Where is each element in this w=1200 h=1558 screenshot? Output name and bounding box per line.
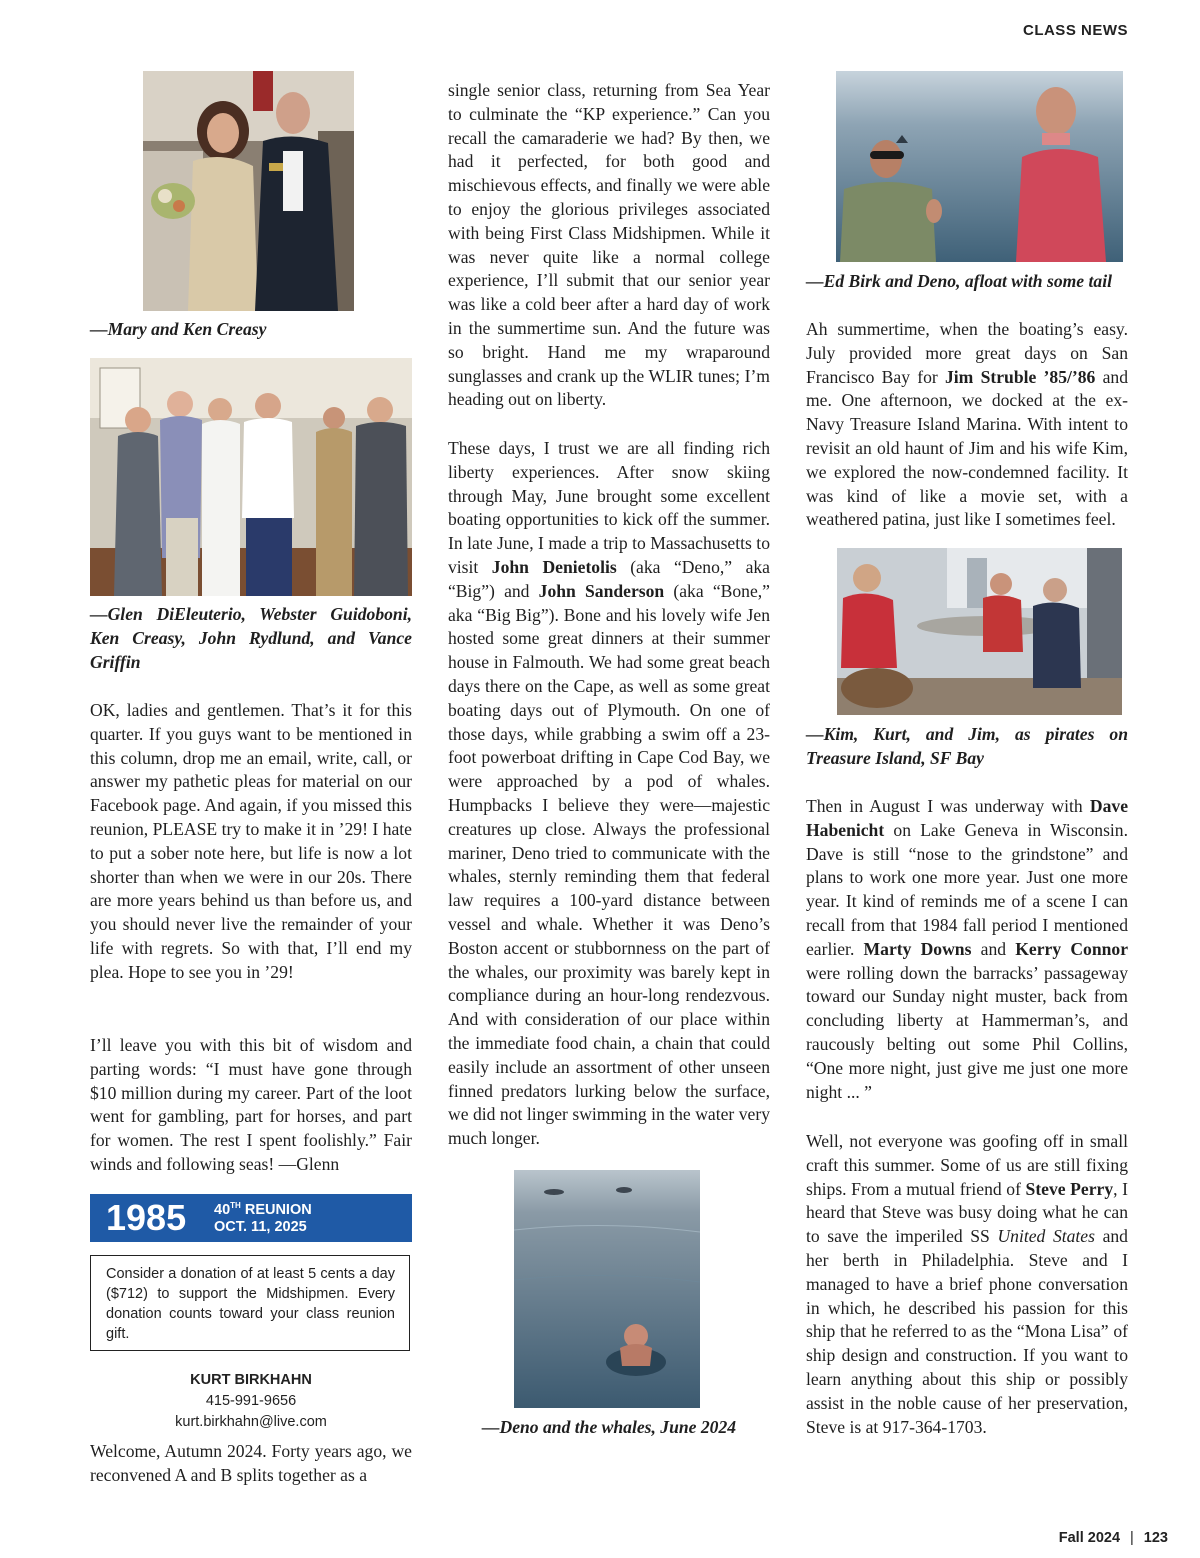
caption-group: —Glen DiEleuterio, Webster Guidoboni, Ken Creasy, John Rydlund, and Vance Griffin [90,604,412,672]
issue-label: Fall 2024 [1058,1530,1121,1546]
class-contact [90,1370,412,1433]
photo-kim-kurt-jim [837,548,1122,715]
photo-deno-whales [514,1170,700,1408]
col3-paragraph-3: Well, not everyone was goofing off in small craft this summer. Some of us are still fixing ships. From a mutual friend of Steve Perry, I heard that Steve was busy doing what he can to save the imperiled SS United States and her berth in Philadelphia. Steve and I managed to have a brief phone conversation in which, he described his passion for this ship that he referred to as the “Mona Lisa” of ship design and construction. If you want to learn anything about this ship or possibly assist in the noble cause of her preservation, Steve is at 917-364-1703. [806,1131,1128,1437]
col2-paragraph-2: These days, I trust we are all finding rich liberty experiences. After snow skiing through May, June brought some excellent boating opportunities to kick off the summer. In late June, I made a trip to Massachusetts to visit John Denietolis (aka “Deno,” aka “Big”) and John Sanderson (aka “Bone,” aka “Big Big”). Bone and his lovely wife Jen hosted some great dinners at their summer house in Falmouth. We had some great beach days there on the Cape, as well as some great boating days out of Plymouth. On one of those days, while grabbing a swim off a 23-foot powerboat drifting in Cape Cod Bay, we were approached by a pod of whales. Humpbacks I believe they were—majestic creatures up close. Always the professional mariner, Deno tried to communicate with the whales, sternly reminding them that federal law requires a 100-yard distance between vessel and whale. Whether it was Deno’s Boston accent or stubbornness on the part of the whales, our proximity was barely kept in compliance during an hour-long rendezvous. And with consideration of our place within the immediate food chain, a chain that could easily include an assortment of other unseen finned predators lurking below the surface, we did not linger swimming in the water very much longer. [448,438,770,1149]
photo-group-five [90,358,412,596]
caption-deno-whales: —Deno and the whales, June 2024 [481,1417,737,1437]
donation-box: Consider a donation of at least 5 cents a day ($712) to support the Midshipmen. Every donation counts toward your class reunion gift. [90,1255,410,1351]
col3-paragraph-1: Ah summertime, when the boating’s easy. July provided more great days on San Francisco Bay for Jim Struble ’85/’86 and me. One afternoon, we docked at the ex-Navy Treasure Island Marina. With intent to revisit an old haunt of Jim and his wife Kim, we explored the now-condemned facility. It was kind of like a movie set, with a weathered patina, just like I sometimes feel. [806,319,1128,530]
class-year-banner [90,1194,412,1242]
col1-paragraph-1: OK, ladies and gentlemen. That’s it for this quarter. If you guys want to be mentioned in this column, drop me an email, write, call, or answer my pathetic pleas for material on our Facebook page. And again, if you missed this reunion, PLEASE try to make it in ’29! I hate to put a sober note here, but life is now a lot shorter than when we were in our 20s. There are more years behind us than before us, and you should never live the remainder of your life with regrets. So with that, I’ll end my plea. Hope to see you in ’29! [90,700,412,982]
section-header: CLASS NEWS [1022,22,1128,39]
caption-kim-kurt-jim: —Kim, Kurt, and Jim, as pirates on Treasure Island, SF Bay [806,724,1128,768]
page-footer [1059,1530,1168,1546]
reunion-label: 40TH REUNION [214,1201,312,1218]
photo-ed-deno [836,71,1123,262]
contact-phone: 415-991-9656 [205,1393,297,1409]
contact-email: kurt.birkhahn@live.com [175,1414,327,1430]
caption-mary-ken: —Mary and Ken Creasy [90,319,267,339]
reunion-date: OCT. 11, 2025 [214,1219,307,1235]
caption-ed-deno: —Ed Birk and Deno, afloat with some tail [806,271,1112,291]
photo-mary-ken-creasy [143,71,354,311]
footer-separator: | [1130,1530,1134,1546]
col2-paragraph-1: single senior class, returning from Sea Year to culminate the “KP experience.” Can you recall the camaraderie we had? By then, we had it perfected, for both good and mischievous effects, and finally we were able to enjoy the glorious privileges associated with being First Class Midshipmen. While it was never quite like a normal college experience, I’ll submit that our senior year was like a cold beer after a hard day of work in the summertime sun. And the future was so bright. Hand me my wraparound sunglasses and crank up the WLIR tunes; I’m heading out on liberty. [448,80,770,410]
class-year: 1985 [106,1197,187,1238]
contact-name: KURT BIRKHAHN [190,1372,312,1388]
col1-paragraph-2: I’ll leave you with this bit of wisdom and parting words: “I must have gone through $10 million during my career. Part of the loot went for gambling, part for horses, and part for women. The rest I spent foolishly.” Fair winds and following seas! —Glenn [90,1035,412,1174]
page-number: 123 [1143,1530,1168,1546]
col3-paragraph-2: Then in August I was underway with Dave Habenicht on Lake Geneva in Wisconsin. Dave is still “nose to the grindstone” and plans to work one more year. Just one more year. It kind of reminds me of a scene I can recall from that 1984 fall period I mentioned earlier. Marty Downs and Kerry Connor were rolling down the barracks’ passageway toward our Sunday night muster, back from concluding liberty at Hammerman’s, and raucously belting out some Phil Collins, “One more night, just give me just one more night ... ” [806,796,1129,1102]
col1-paragraph-3: Welcome, Autumn 2024. Forty years ago, we reconvened A and B splits together as a [90,1441,412,1485]
